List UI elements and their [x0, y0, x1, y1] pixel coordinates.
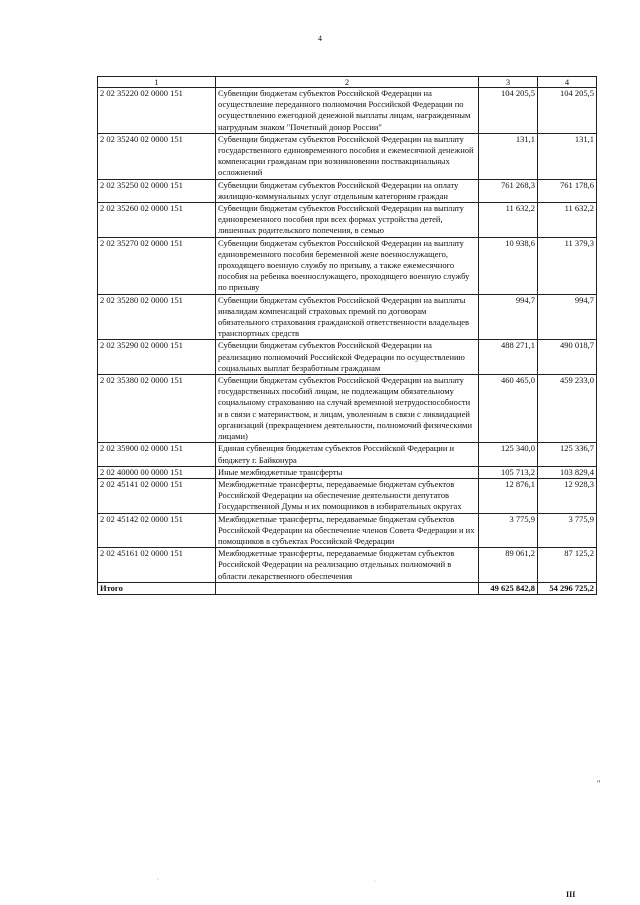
row-code: 2 02 45142 02 0000 151 [98, 513, 216, 548]
table-row [98, 179, 597, 202]
row-value-col3: 131,1 [479, 133, 538, 179]
row-code: 2 02 35260 02 0000 151 [98, 203, 216, 238]
row-value-col4: 87 125,2 [538, 548, 597, 583]
scan-speck: · [157, 877, 159, 883]
table-row [98, 548, 597, 583]
table-row [98, 375, 597, 443]
row-code: 2 02 35380 02 0000 151 [98, 375, 216, 443]
row-code: 2 02 35250 02 0000 151 [98, 179, 216, 202]
table-row [98, 88, 597, 134]
table-row [98, 203, 597, 238]
budget-table [97, 76, 597, 595]
row-value-col3: 994,7 [479, 294, 538, 340]
row-name: Субвенции бюджетам субъектов Российской Федерации на осуществление переданного полномочия Российской Федерации по осуществлению ежегодной денежной выплаты лицам, награжденным нагрудным знаком "Почетный донор России" [216, 88, 479, 134]
row-code: 2 02 35290 02 0000 151 [98, 340, 216, 375]
row-value-col4: 12 928,3 [538, 478, 597, 513]
row-name: Субвенции бюджетам субъектов Российской Федерации на выплату государственного единовременного пособия и ежемесячной денежной компенсации гражданам при возникновении поствакцинальных осложнений [216, 133, 479, 179]
row-name: Субвенции бюджетам субъектов Российской Федерации на реализацию полномочий Российской Федерации по осуществлению социальных выплат безработным гражданам [216, 340, 479, 375]
row-name: Субвенции бюджетам субъектов Российской Федерации на выплату единовременного пособия беременной жене военнослужащего, проходящего военную службу по призыву, а также ежемесячного пособия на ребенка военнослужащего, проходящего военную службу по призыву [216, 237, 479, 294]
row-code: 2 02 45141 02 0000 151 [98, 478, 216, 513]
table-body [98, 88, 597, 583]
header-col-4: 4 [538, 77, 597, 88]
row-code: 2 02 35280 02 0000 151 [98, 294, 216, 340]
row-value-col4: 11 379,3 [538, 237, 597, 294]
table-row [98, 443, 597, 466]
row-value-col3: 460 465,0 [479, 375, 538, 443]
row-value-col4: 11 632,2 [538, 203, 597, 238]
table-row [98, 340, 597, 375]
row-name: Субвенции бюджетам субъектов Российской Федерации на оплату жилищно-коммунальных услуг отдельным категориям граждан [216, 179, 479, 202]
table-row [98, 466, 597, 478]
row-value-col4: 104 205,5 [538, 88, 597, 134]
row-value-col3: 488 271,1 [479, 340, 538, 375]
page-number: 4 [318, 34, 322, 43]
row-code: 2 02 35270 02 0000 151 [98, 237, 216, 294]
table-row [98, 478, 597, 513]
header-col-2: 2 [216, 77, 479, 88]
row-value-col4: 994,7 [538, 294, 597, 340]
row-name: Межбюджетные трансферты, передаваемые бюджетам субъектов Российской Федерации на обеспечение деятельности депутатов Государственной Думы и их помощников в избирательных округах [216, 478, 479, 513]
row-value-col3: 89 061,2 [479, 548, 538, 583]
row-value-col3: 761 268,3 [479, 179, 538, 202]
corner-mark: III [566, 890, 576, 899]
row-value-col3: 104 205,5 [479, 88, 538, 134]
row-value-col3: 12 876,1 [479, 478, 538, 513]
row-value-col4: 761 178,6 [538, 179, 597, 202]
total-row [98, 582, 597, 594]
header-col-3: 3 [479, 77, 538, 88]
header-col-1: 1 [98, 77, 216, 88]
table-row [98, 513, 597, 548]
total-value-col4: 54 296 725,2 [538, 582, 597, 594]
row-name: Иные межбюджетные трансферты [216, 466, 479, 478]
row-code: 2 02 45161 02 0000 151 [98, 548, 216, 583]
row-name: Субвенции бюджетам субъектов Российской Федерации на выплаты инвалидам компенсаций страховых премий по договорам обязательного страхования гражданской ответственности владельцев транспортных средств [216, 294, 479, 340]
table-row [98, 237, 597, 294]
row-name: Единая субвенция бюджетам субъектов Российской Федерации и бюджету г. Байконура [216, 443, 479, 466]
row-name: Субвенции бюджетам субъектов Российской Федерации на выплату государственных пособий лицам, не подлежащим обязательному социальному страхованию на случай временной нетрудоспособности и в связи с материнством, и лицам, уволенным в связи с ликвидацией организаций (прекращением деятельности, полномочий физическими лицами) [216, 375, 479, 443]
closing-quote: " [597, 779, 601, 788]
row-code: 2 02 35240 02 0000 151 [98, 133, 216, 179]
row-value-col3: 11 632,2 [479, 203, 538, 238]
row-value-col3: 3 775,9 [479, 513, 538, 548]
row-code: 2 02 40000 00 0000 151 [98, 466, 216, 478]
total-label: Итого [98, 582, 216, 594]
total-name-cell [216, 582, 479, 594]
row-value-col4: 131,1 [538, 133, 597, 179]
row-value-col4: 125 336,7 [538, 443, 597, 466]
scan-speck: · [374, 879, 376, 885]
row-value-col3: 105 713,2 [479, 466, 538, 478]
row-value-col3: 10 938,6 [479, 237, 538, 294]
row-value-col4: 103 829,4 [538, 466, 597, 478]
table-row [98, 294, 597, 340]
row-value-col4: 3 775,9 [538, 513, 597, 548]
row-value-col4: 459 233,0 [538, 375, 597, 443]
row-code: 2 02 35900 02 0000 151 [98, 443, 216, 466]
header-row [98, 77, 597, 88]
row-value-col4: 490 018,7 [538, 340, 597, 375]
table-row [98, 133, 597, 179]
row-name: Межбюджетные трансферты, передаваемые бюджетам субъектов Российской Федерации на обеспечение членов Совета Федерации и их помощников в субъектах Российской Федерации [216, 513, 479, 548]
row-name: Межбюджетные трансферты, передаваемые бюджетам субъектов Российской Федерации на реализацию отдельных полномочий в области лекарственного обеспечения [216, 548, 479, 583]
row-value-col3: 125 340,0 [479, 443, 538, 466]
total-value-col3: 49 625 842,8 [479, 582, 538, 594]
row-name: Субвенции бюджетам субъектов Российской Федерации на выплату единовременного пособия при всех формах устройства детей, лишенных родительского попечения, в семью [216, 203, 479, 238]
row-code: 2 02 35220 02 0000 151 [98, 88, 216, 134]
